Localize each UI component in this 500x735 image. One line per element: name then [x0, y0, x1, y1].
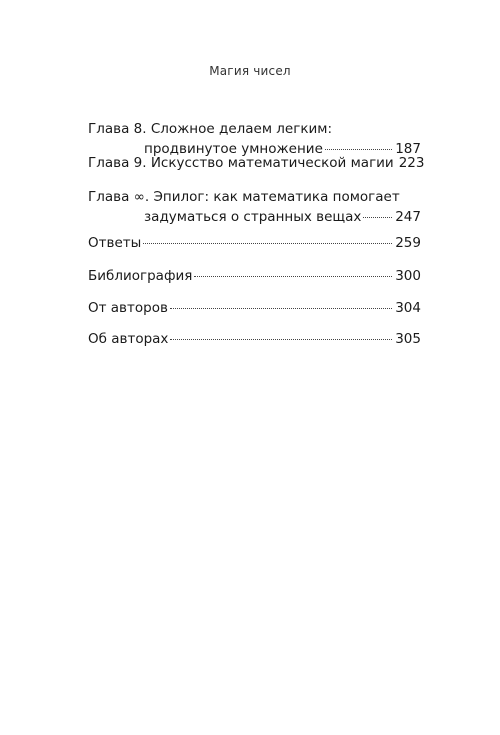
toc-entry-title: От авторов: [88, 300, 168, 316]
toc-page-number: 247: [395, 209, 421, 225]
toc-entry-bibliography[interactable]: [88, 266, 421, 286]
dot-leader: [363, 207, 392, 221]
dot-leader: [325, 139, 392, 153]
toc-entry-from-authors[interactable]: [88, 298, 421, 318]
toc-entry-title-line: [88, 233, 421, 253]
dot-leader: [143, 233, 392, 247]
toc-entry-chapter-9[interactable]: [88, 153, 425, 173]
toc-entry-title: Глава 8. Сложное делаем легким:: [88, 121, 332, 137]
dot-leader: [170, 298, 392, 312]
toc-entry-title-line: [88, 266, 421, 286]
toc-entry-title: Ответы: [88, 235, 142, 251]
dot-leader: [170, 329, 392, 343]
toc-page-number: 187: [395, 141, 421, 157]
toc-entry-about-authors[interactable]: [88, 329, 421, 349]
toc-entry-title: продвинутое умножение: [144, 141, 323, 157]
running-header: Магия чисел: [209, 64, 291, 78]
toc-page-number: 223: [398, 155, 425, 171]
toc-page-number: 259: [395, 235, 421, 251]
toc-entry-title: задуматься о странных вещах: [144, 209, 362, 225]
toc-entry-title: Библиография: [88, 268, 193, 284]
toc-entry-title: Глава 9. Искусство математической магии: [88, 155, 394, 171]
toc-entry-title-line: [88, 119, 421, 139]
dot-leader: [194, 266, 392, 280]
toc-entry-title-line: [88, 298, 421, 318]
toc-page-number: 305: [395, 331, 421, 347]
toc-entry-title: Глава ∞. Эпилог: как математика помогает: [88, 189, 400, 205]
toc-entry-title-line: [88, 187, 421, 207]
toc-entry-title-line: [88, 153, 425, 173]
toc-page-number: 300: [395, 268, 421, 284]
toc-entry-title-line: [88, 207, 421, 227]
toc-entry-answers[interactable]: [88, 233, 421, 253]
toc-entry-title: Об авторах: [88, 331, 169, 347]
toc-entry-title-line: [88, 329, 421, 349]
toc-entry-epilogue[interactable]: [88, 187, 421, 227]
toc-page-number: 304: [395, 300, 421, 316]
